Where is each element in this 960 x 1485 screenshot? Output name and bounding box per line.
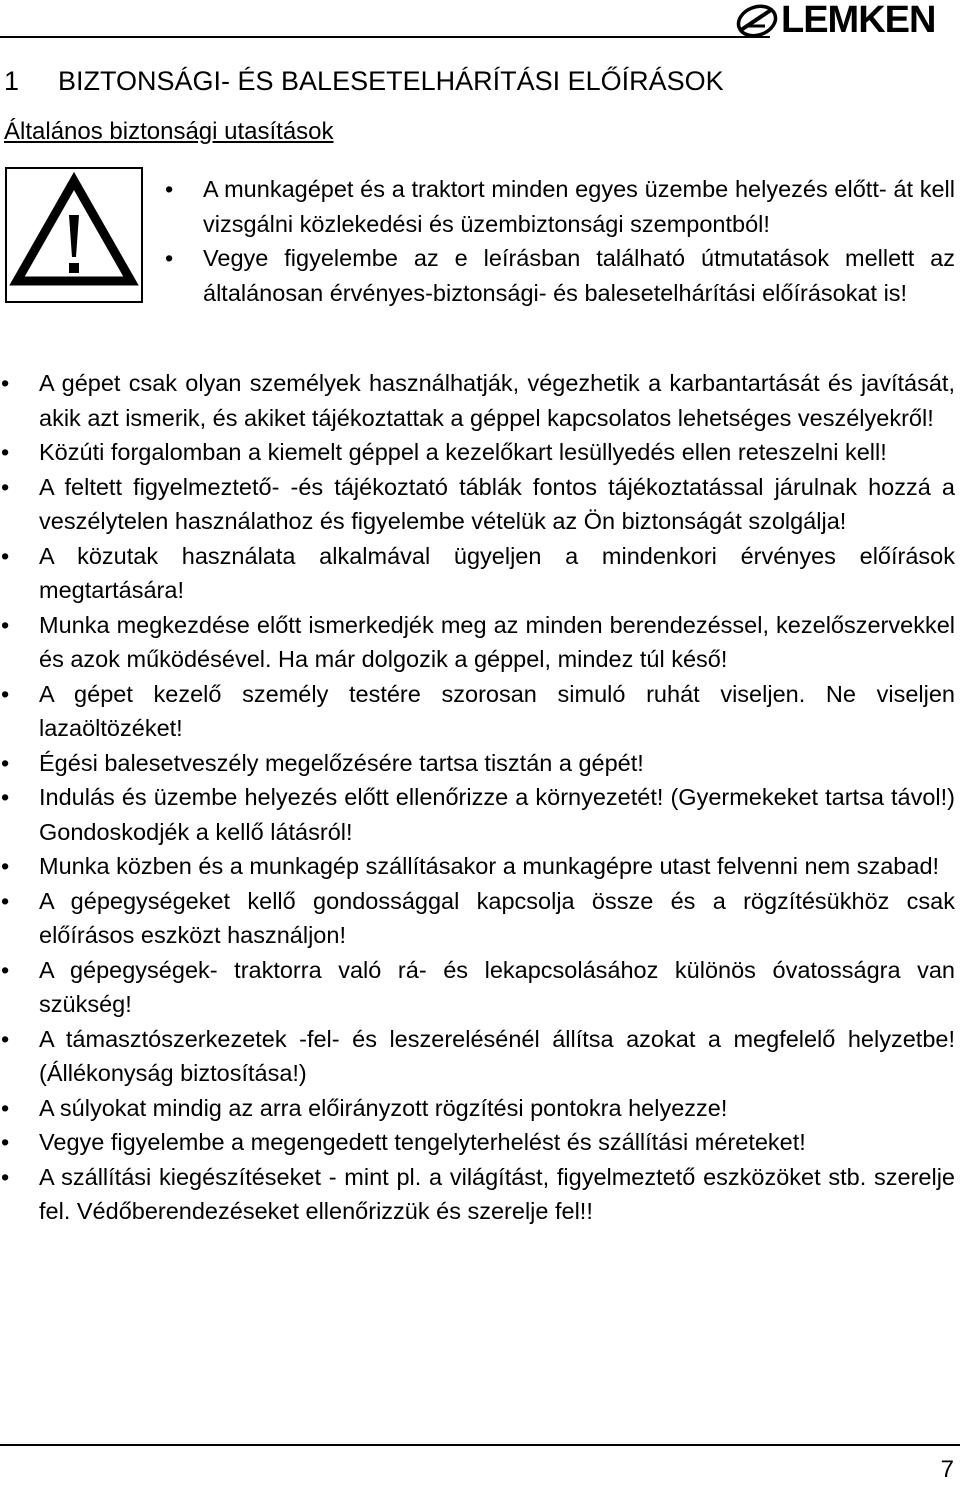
list-item: • A közutak használata alkalmával ügyeljen a mindenkori érvényes előírások megtartására! [39, 539, 955, 608]
section-title [4, 66, 724, 97]
list-item: • Munka közben és a munkagép szállításakor a munkagépre utast felvenni nem szabad! [39, 849, 955, 884]
lemken-logo [735, 2, 957, 42]
list-item: • A szállítási kiegészítéseket - mint pl. a világítást, figyelmeztető eszközöket stb. szerelje fel. Védőberendezéseket ellenőrizzük és szerelje fel!! [39, 1160, 955, 1229]
list-item: • Égési balesetveszély megelőzésére tartsa tisztán a gépét! [39, 746, 955, 781]
page-number: 7 [940, 1456, 954, 1483]
top-bullet-list [203, 172, 955, 310]
warning-sign [5, 167, 143, 303]
section-title-text: BIZTONSÁGI- ÉS BALESETELHÁRÍTÁSI ELŐÍRÁSOK [58, 66, 724, 96]
list-item: • A támasztószerkezetek -fel- és leszerelésénél állítsa azokat a megfelelő helyzetbe! (Állékonyság biztosítása!) [39, 1022, 955, 1091]
lemken-logo-mark-icon [735, 4, 779, 38]
list-item: • A munkagépet és a traktort minden egyes üzembe helyezés előtt- át kell vizsgálni közlekedési és üzembiztonsági szempontból! [203, 172, 955, 241]
list-item: • A gépegységek- traktorra való rá- és lekapcsolásához különös óvatosságra van szükség! [39, 953, 955, 1022]
footer-rule [0, 1444, 960, 1446]
section-number: 1 [4, 66, 20, 96]
list-item: • A gépegységeket kellő gondossággal kapcsolja össze és a rögzítésükhöz csak előírásos eszközt használjon! [39, 884, 955, 953]
list-item: • Vegye figyelembe az e leírásban található útmutatások mellett az általánosan érvényes-biztonsági- és balesetelhárítási előírásokat is! [203, 241, 955, 310]
logo-text: LEMKEN [781, 0, 936, 41]
list-item: • Munka megkezdése előtt ismerkedjék meg az minden berendezéssel, kezelőszervekkel és azok működésével. Ha már dolgozik a géppel, mindez túl késő! [39, 608, 955, 677]
list-item: • A gépet kezelő személy testére szorosan simuló ruhát viseljen. Ne viseljen lazaöltözéket! [39, 677, 955, 746]
list-item: • Vegye figyelembe a megengedett tengelyterhelést és szállítási méreteket! [39, 1125, 955, 1160]
main-bullet-list [39, 366, 955, 1229]
warning-triangle-icon [7, 169, 141, 301]
list-item: • A gépet csak olyan személyek használhatják, végezhetik a karbantartását és javítását, akik azt ismerik, és akiket tájékoztattak a géppel kapcsolatos lehetséges veszélyekről! [39, 366, 955, 435]
list-item: • A súlyokat mindig az arra előirányzott rögzítési pontokra helyezze! [39, 1091, 955, 1126]
list-item: • A feltett figyelmeztető- -és tájékoztató táblák fontos tájékoztatással járulnak hozzá a veszélytelen használathoz és figyelembe vételük az Ön biztonságát szolgálja! [39, 470, 955, 539]
list-item: • Indulás és üzembe helyezés előtt ellenőrizze a környezetét! (Gyermekeket tartsa távol!) Gondoskodjék a kellő látásról! [39, 780, 955, 849]
section-subtitle: Általános biztonsági utasítások [4, 118, 334, 145]
header-rule [0, 36, 770, 38]
list-item: • Közúti forgalomban a kiemelt géppel a kezelőkart lesüllyedés ellen reteszelni kell! [39, 435, 955, 470]
